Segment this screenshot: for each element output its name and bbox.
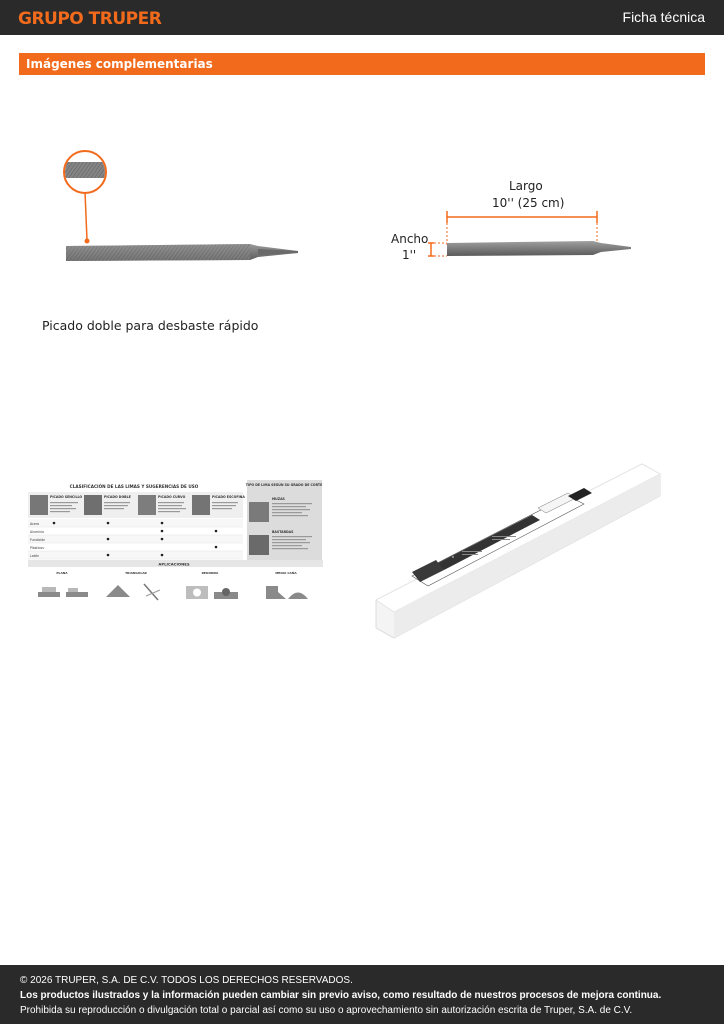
application-redonda: REDONDA: [201, 571, 219, 575]
footer-copyright: © 2026 TRUPER, S.A. DE C.V. TODOS LOS DERECHOS RESERVADOS.: [20, 975, 353, 986]
top-bar: [0, 0, 724, 35]
width-label: Ancho: [391, 232, 429, 246]
material-plasticos: Plásticos: [30, 546, 44, 550]
detail-image: [40, 140, 320, 300]
document-type: Ficha técnica: [622, 9, 705, 25]
classification-chart-image: [26, 478, 323, 608]
grade-muzas: MUZAS: [272, 497, 285, 501]
grade-bastardas: BASTARDAS: [272, 530, 294, 534]
file-detail-illustration: [40, 140, 320, 300]
footer: [0, 965, 724, 1024]
section-title: Imágenes complementarias: [26, 57, 213, 71]
footer-notice: Los productos ilustrados y la información pueden cambiar sin previo aviso, como resultado de nuestros procesos de mejora continua.: [20, 990, 662, 1001]
length-label: Largo: [509, 179, 543, 193]
grade-title: TIPO DE LIMA SEGÚN SU GRADO DE CORTE: [245, 483, 323, 487]
application-triangular: TRIANGULAR: [125, 571, 147, 575]
dimension-image: [385, 175, 645, 270]
section-header: [19, 53, 705, 75]
length-value: 10'' (25 cm): [492, 196, 565, 210]
material-aluminio: Aluminio: [30, 530, 44, 534]
material-acero: Acero: [30, 522, 40, 526]
packaging-box-illustration: [372, 460, 664, 642]
cut-type-1: PICADO SENCILLO: [50, 495, 83, 499]
detail-caption: Picado doble para desbaste rápido: [42, 318, 259, 333]
cut-type-4: PICADO ESCOFINA: [212, 495, 245, 499]
classification-chart-illustration: [26, 478, 323, 608]
footer-rights: Prohibida su reproducción o divulgación total o parcial así como su uso o aprovechamiento sin autorización escrita de Truper, S.A. de C.V.: [20, 1005, 633, 1016]
chart-title: CLASIFICACIÓN DE LAS LIMAS Y SUGERENCIAS DE USO: [69, 484, 199, 489]
materials-table: [28, 519, 243, 559]
application-media-cana: MEDIA CAÑA: [275, 571, 297, 575]
brand-logo[interactable]: GRUPO TRUPER: [18, 9, 162, 29]
cut-type-3: PICADO CURVO: [158, 495, 186, 499]
cut-type-2: PICADO DOBLE: [104, 495, 131, 499]
material-laton: Latón: [30, 554, 39, 558]
material-fundicion: Fundición: [30, 538, 46, 542]
application-plana: PLANA: [56, 571, 68, 575]
packaging-image: [372, 460, 664, 642]
width-value: 1'': [402, 248, 417, 262]
applications-title: APLICACIONES: [158, 561, 190, 567]
